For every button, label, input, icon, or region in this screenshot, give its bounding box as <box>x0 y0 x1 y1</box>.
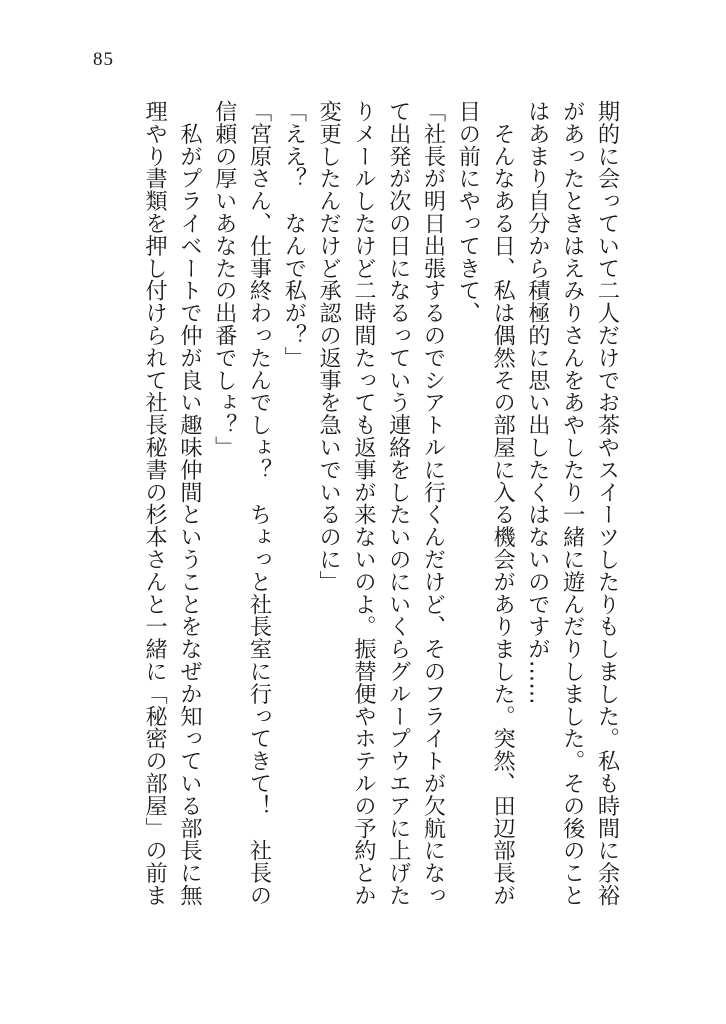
text-line: 「宮原さん、仕事終わったんでしょ？ ちょっと社長室に行ってきて！ 社長の <box>246 100 273 907</box>
text-line: 変更したんだけど承認の返事を急いでいるのに」 <box>315 100 342 593</box>
body-text <box>84 100 624 920</box>
text-line: はあまり自分から積極的に思い出したくはないのですが…… <box>524 100 551 705</box>
text-line: 理やり書類を押し付けられて社長秘書の杉本さんと一緒に「秘密の部屋」の前ま <box>141 100 168 907</box>
text-line: 信頼の厚いあなたの出番でしょ？」 <box>211 100 238 459</box>
text-line: 「社長が明日出張するのでシアトルに行くんだけど、そのフライトが欠航になっ <box>420 100 447 907</box>
text-line: があったときはえみりさんをあやしたり一緒に遊んだりしました。その後のこと <box>559 100 586 907</box>
text-line: 「ええ？ なんで私が？」 <box>280 100 307 369</box>
page-number: 85 <box>93 49 114 70</box>
text-line: そんなある日、私は偶然その部屋に入る機会がありました。突然、田辺部長が <box>489 100 516 907</box>
text-line: りメールしたけど二時間たっても返事が来ないのよ。振替便やホテルの予約とか <box>350 100 377 907</box>
text-line: 目の前にやってきて、 <box>454 100 481 324</box>
text-line: 私がプライベートで仲が良い趣味仲間ということをなぜか知っている部長に無 <box>176 100 203 907</box>
text-line: 期的に会っていて二人だけでお茶やスイーツしたりもしました。私も時間に余裕 <box>594 100 620 907</box>
text-line: て出発が次の日になるっていう連絡をしたいのにいくらグループウエアに上げた <box>385 100 412 907</box>
